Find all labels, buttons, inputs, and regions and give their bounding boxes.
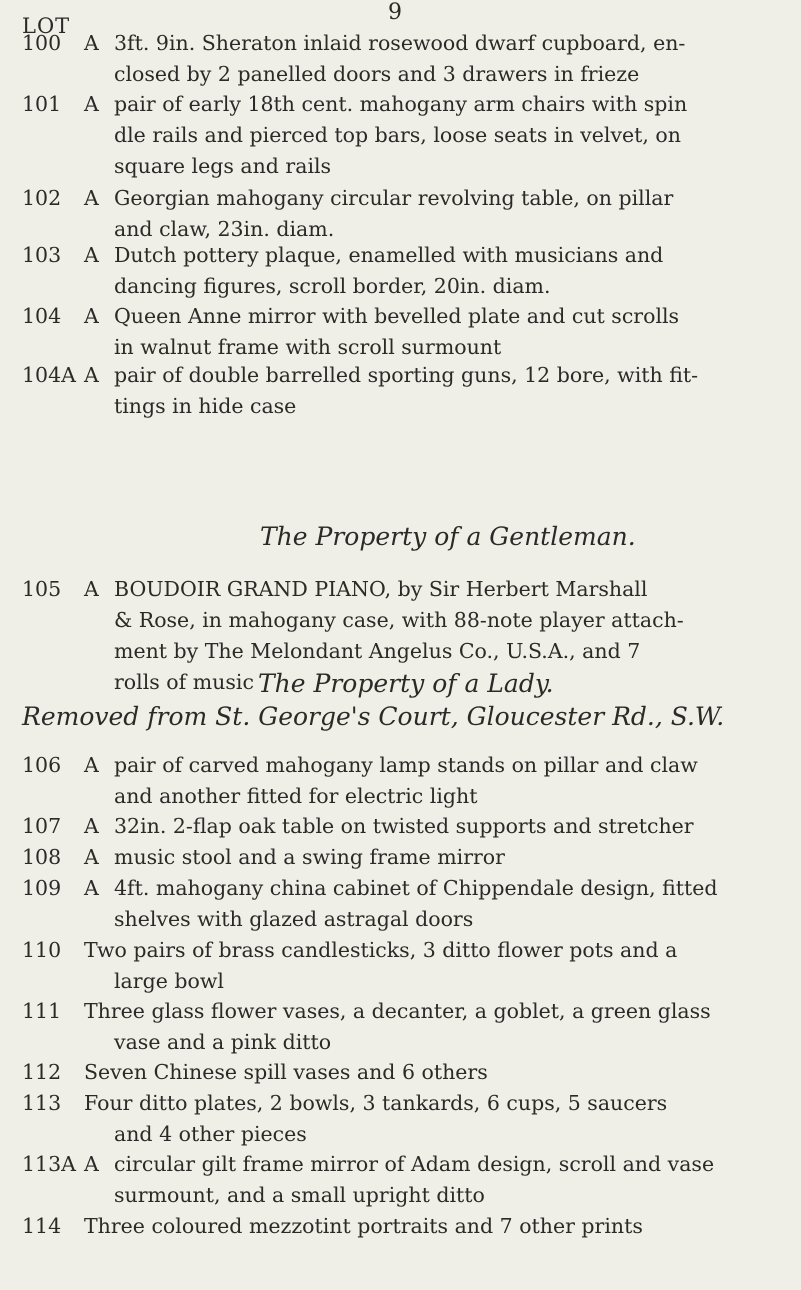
lot-description-line: 32in. 2-flap oak table on twisted supports and stretcher — [114, 814, 694, 838]
lot-description-line: surmount, and a small upright ditto — [114, 1183, 485, 1207]
lot-article: A — [84, 1152, 99, 1176]
lot-number: 101 — [22, 92, 62, 116]
provenance-lady: The Property of a Lady. — [258, 669, 554, 698]
lot-description — [114, 873, 786, 935]
lot-description-line: pair of early 18th cent. mahogany arm chairs with spin — [114, 92, 688, 116]
lot-description-line: 4ft. mahogany china cabinet of Chippendale design, fitted — [114, 876, 718, 900]
lot-description-line: Three glass flower vases, a decanter, a goblet, a green glass — [84, 999, 711, 1023]
lot-article: A — [84, 577, 99, 601]
lot-description-line: Queen Anne mirror with bevelled plate and cut scrolls — [114, 304, 680, 328]
lot-description-line: & Rose, in mahogany case, with 88-note player attach- — [114, 608, 684, 632]
lot-description-line: music stool and a swing frame mirror — [114, 845, 505, 869]
lot-description-line: large bowl — [114, 969, 224, 993]
lot-description-line: in walnut frame with scroll surmount — [114, 335, 502, 359]
lot-description-line: shelves with glazed astragal doors — [114, 907, 474, 931]
lot-description — [84, 1211, 756, 1242]
lot-description-line: Seven Chinese spill vases and 6 others — [84, 1060, 488, 1084]
lot-description-line: closed by 2 panelled doors and 3 drawers in frieze — [114, 62, 640, 86]
lot-number: 102 — [22, 186, 62, 210]
lot-number: 113A — [22, 1152, 76, 1176]
lot-description — [84, 935, 756, 997]
lot-description-line: Two pairs of brass candlesticks, 3 ditto flower pots and a — [84, 938, 678, 962]
lot-description — [84, 1088, 756, 1150]
lot-description-line: BOUDOIR GRAND PIANO, by Sir Herbert Marshall — [114, 577, 648, 601]
lot-article: A — [84, 753, 99, 777]
lot-description — [114, 1149, 786, 1211]
provenance-gentleman: The Property of a Gentleman. — [260, 522, 636, 551]
lot-description — [84, 1057, 756, 1088]
lot-article: A — [84, 186, 99, 210]
lot-description-line: dancing figures, scroll border, 20in. diam. — [114, 274, 551, 298]
lot-description — [114, 842, 786, 873]
lot-description-line: circular gilt frame mirror of Adam design, scroll and vase — [114, 1152, 715, 1176]
lot-description — [114, 240, 786, 302]
lot-description-line: pair of double barrelled sporting guns, 12 bore, with fit- — [114, 363, 699, 387]
lot-description-line: and claw, 23in. diam. — [114, 217, 335, 241]
lot-article: A — [84, 814, 99, 838]
lot-number: 111 — [22, 999, 62, 1023]
lot-description — [84, 996, 756, 1058]
lot-description-line: Georgian mahogany circular revolving table, on pillar — [114, 186, 674, 210]
lot-description-line: and another fitted for electric light — [114, 784, 478, 808]
lot-number: 108 — [22, 845, 62, 869]
lot-description-line: Three coloured mezzotint portraits and 7 other prints — [84, 1214, 643, 1238]
provenance-lady-subtitle: Removed from St. George's Court, Gloucester Rd., S.W. — [22, 702, 725, 731]
lot-description-line: Dutch pottery plaque, enamelled with musicians and — [114, 243, 664, 267]
lot-description-line: ment by The Melondant Angelus Co., U.S.A., and 7 — [114, 639, 641, 663]
lot-number: 100 — [22, 31, 62, 55]
lot-article: A — [84, 845, 99, 869]
lot-number: 105 — [22, 577, 62, 601]
lot-article: A — [84, 243, 99, 267]
page-number: 9 — [388, 0, 402, 25]
lot-number: 109 — [22, 876, 62, 900]
lot-description-line: 3ft. 9in. Sheraton inlaid rosewood dwarf cupboard, en- — [114, 31, 686, 55]
lot-number: 114 — [22, 1214, 62, 1238]
lot-number: 110 — [22, 938, 62, 962]
lot-number: 107 — [22, 814, 62, 838]
lot-number: 104 — [22, 304, 62, 328]
lot-number: 103 — [22, 243, 62, 267]
lot-column-heading: LOT — [22, 14, 71, 38]
lot-description-line: pair of carved mahogany lamp stands on pillar and claw — [114, 753, 698, 777]
lot-description-line: dle rails and pierced top bars, loose seats in velvet, on — [114, 123, 681, 147]
lot-article: A — [84, 363, 99, 387]
lot-article: A — [84, 92, 99, 116]
lot-description-line: rolls of music — [114, 670, 254, 694]
lot-description — [114, 750, 786, 812]
lot-description-line: and 4 other pieces — [114, 1122, 307, 1146]
lot-description-line: square legs and rails — [114, 154, 332, 178]
lot-description — [114, 28, 786, 90]
lot-description — [114, 301, 786, 363]
lot-description — [114, 811, 786, 842]
lot-description — [114, 183, 786, 245]
lot-description-line: Four ditto plates, 2 bowls, 3 tankards, 6 cups, 5 saucers — [84, 1091, 668, 1115]
lot-number: 106 — [22, 753, 62, 777]
lot-description-line: tings in hide case — [114, 394, 297, 418]
lot-description — [114, 89, 786, 182]
lot-number: 112 — [22, 1060, 62, 1084]
lot-number: 104A — [22, 363, 76, 387]
lot-article: A — [84, 31, 99, 55]
lot-article: A — [84, 876, 99, 900]
lot-article: A — [84, 304, 99, 328]
lot-description — [114, 360, 786, 422]
lot-number: 113 — [22, 1091, 62, 1115]
lot-description-line: vase and a pink ditto — [114, 1030, 332, 1054]
